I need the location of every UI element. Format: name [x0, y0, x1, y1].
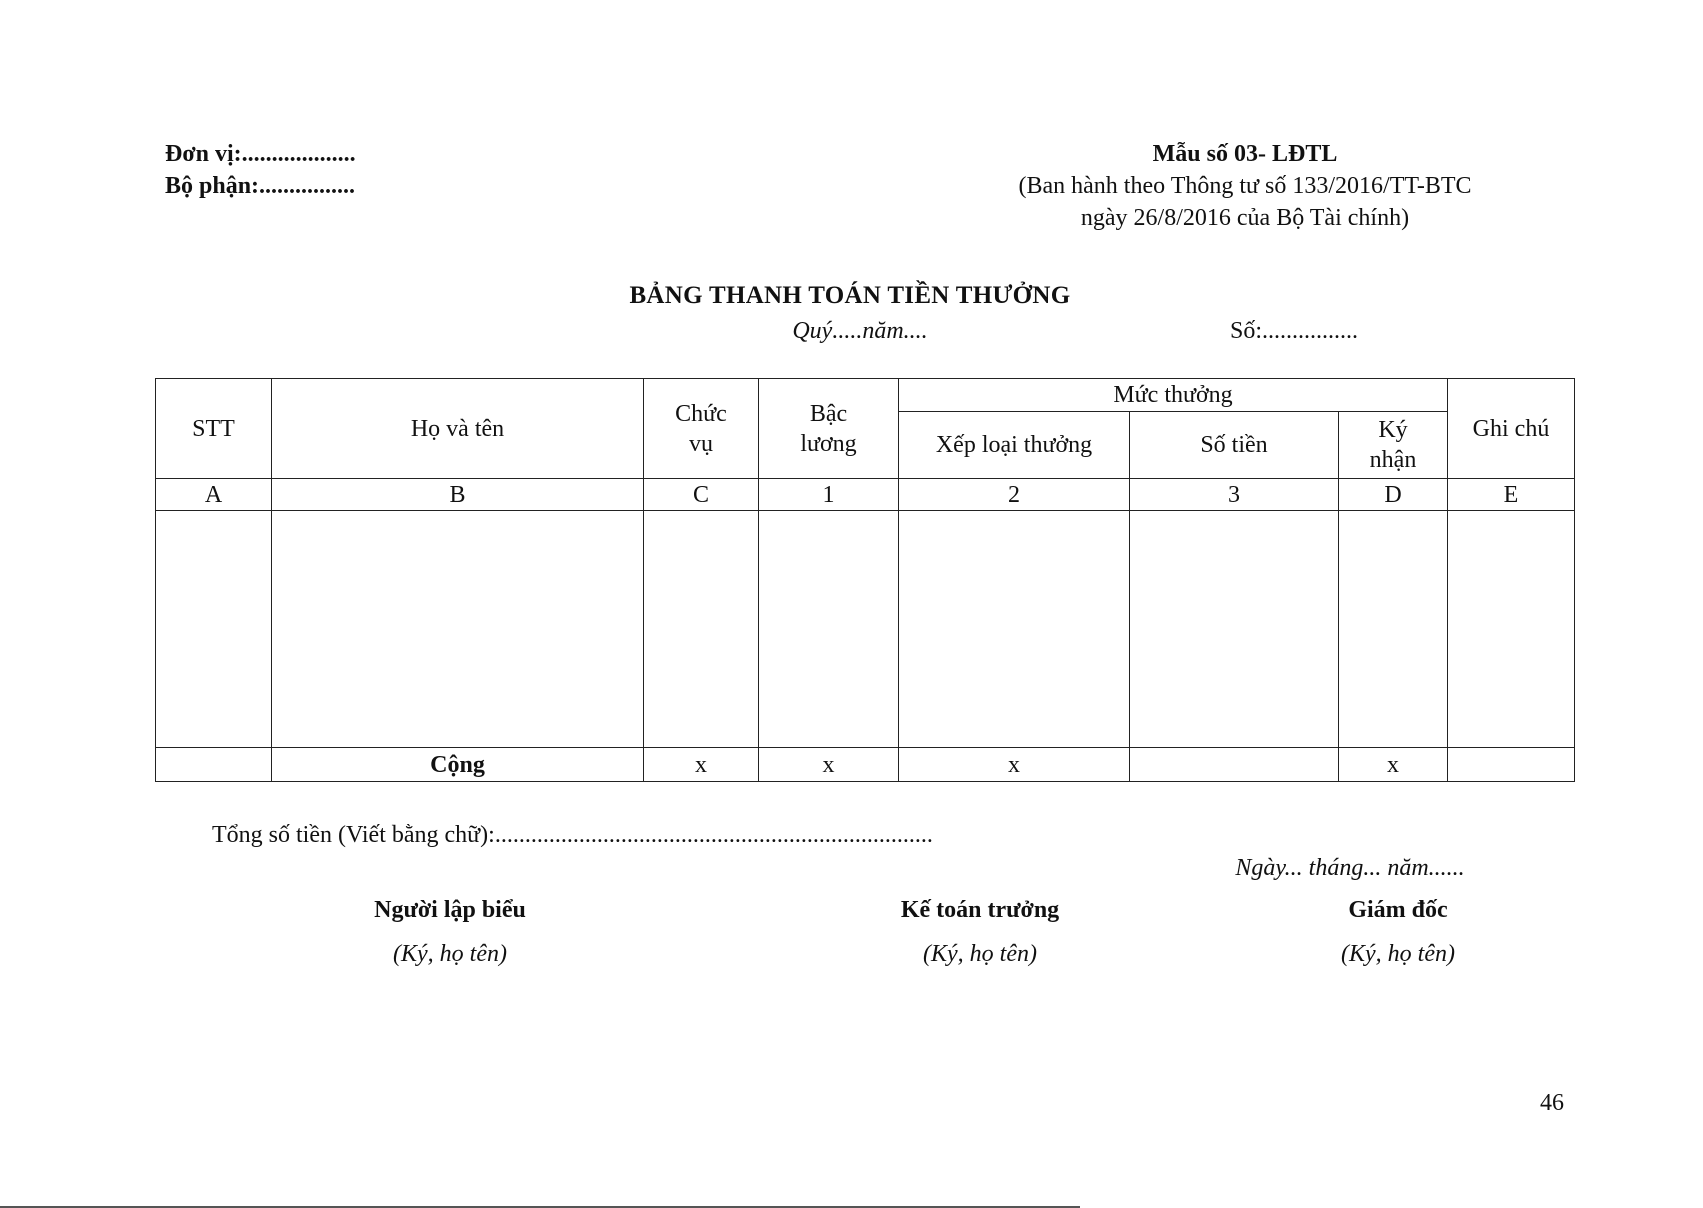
preparer-hint: (Ký, họ tên) — [393, 941, 507, 967]
sign-cell[interactable] — [1339, 511, 1448, 748]
amount-cell[interactable] — [1130, 511, 1339, 748]
total-position-mark: x — [644, 748, 759, 782]
total-label: Cộng — [272, 748, 644, 782]
code-cell: 2 — [899, 479, 1130, 511]
issued-by-line-2: ngày 26/8/2016 của Bộ Tài chính) — [1080, 205, 1410, 231]
code-cell: D — [1339, 479, 1448, 511]
total-bonus-rank-mark: x — [899, 748, 1130, 782]
document-title: BẢNG THANH TOÁN TIỀN THƯỞNG — [629, 282, 1071, 309]
bonus-payment-table — [155, 378, 1575, 782]
unit-field: Đơn vị:................... — [165, 141, 356, 167]
form-code: Mẫu số 03- LĐTL — [1152, 141, 1338, 167]
chief-accountant-hint: (Ký, họ tên) — [923, 941, 1037, 967]
header-position — [644, 379, 759, 479]
data-entry-row — [156, 511, 1575, 748]
header-full-name: Họ và tên — [272, 379, 644, 479]
unit-info — [165, 138, 356, 202]
date-line: Ngày... tháng... năm...... — [1235, 855, 1465, 881]
period-field: Quý.....năm.... — [792, 318, 928, 344]
preparer-role: Người lập biểu — [374, 897, 526, 923]
code-cell: 3 — [1130, 479, 1339, 511]
amount-in-words-field: Tổng số tiền (Viết bằng chữ):......................................................................... — [212, 822, 933, 848]
signature-preparer — [270, 893, 630, 971]
department-field: Bộ phận:................ — [165, 173, 356, 199]
position-cell[interactable] — [644, 511, 759, 748]
total-note-cell — [1448, 748, 1575, 782]
issued-by-line-1: (Ban hành theo Thông tư số 133/2016/TT-BTC — [1018, 173, 1472, 199]
code-cell: E — [1448, 479, 1575, 511]
header-sign-line-1: Ký — [1378, 417, 1408, 443]
bonus-rank-cell[interactable] — [899, 511, 1130, 748]
director-hint: (Ký, họ tên) — [1341, 941, 1455, 967]
header-salary-grade-line-1: Bậc — [809, 400, 848, 427]
header-bonus-rank: Xếp loại thưởng — [899, 412, 1130, 479]
header-stt: STT — [156, 379, 272, 479]
total-row — [156, 748, 1575, 782]
header-sign — [1339, 412, 1448, 479]
total-sign-mark: x — [1339, 748, 1448, 782]
code-cell: B — [272, 479, 644, 511]
director-role: Giám đốc — [1348, 897, 1448, 923]
column-code-row — [156, 479, 1575, 511]
stt-cell[interactable] — [156, 511, 272, 748]
full-name-cell[interactable] — [272, 511, 644, 748]
signature-director — [1218, 893, 1578, 971]
document-number-field: Số:................ — [1230, 318, 1359, 344]
code-cell: 1 — [759, 479, 899, 511]
header-salary-grade-line-2: lương — [800, 430, 857, 457]
header-position-line-2: vụ — [689, 430, 713, 457]
header-position-line-1: Chức — [675, 400, 727, 427]
code-cell: C — [644, 479, 759, 511]
total-salary-grade-mark: x — [759, 748, 899, 782]
form-reference — [960, 138, 1530, 234]
total-amount-cell — [1130, 748, 1339, 782]
salary-grade-cell[interactable] — [759, 511, 899, 748]
header-amount: Số tiền — [1130, 412, 1339, 479]
header-bonus-level: Mức thưởng — [899, 379, 1448, 412]
note-cell[interactable] — [1448, 511, 1575, 748]
page-number: 46 — [1540, 1090, 1564, 1116]
chief-accountant-role: Kế toán trưởng — [900, 897, 1060, 923]
total-stt-cell — [156, 748, 272, 782]
signature-chief-accountant — [800, 893, 1160, 971]
header-salary-grade — [759, 379, 899, 479]
header-note: Ghi chú — [1448, 379, 1575, 479]
header-row-1 — [156, 379, 1575, 412]
code-cell: A — [156, 479, 272, 511]
header-sign-line-2: nhận — [1369, 447, 1417, 473]
